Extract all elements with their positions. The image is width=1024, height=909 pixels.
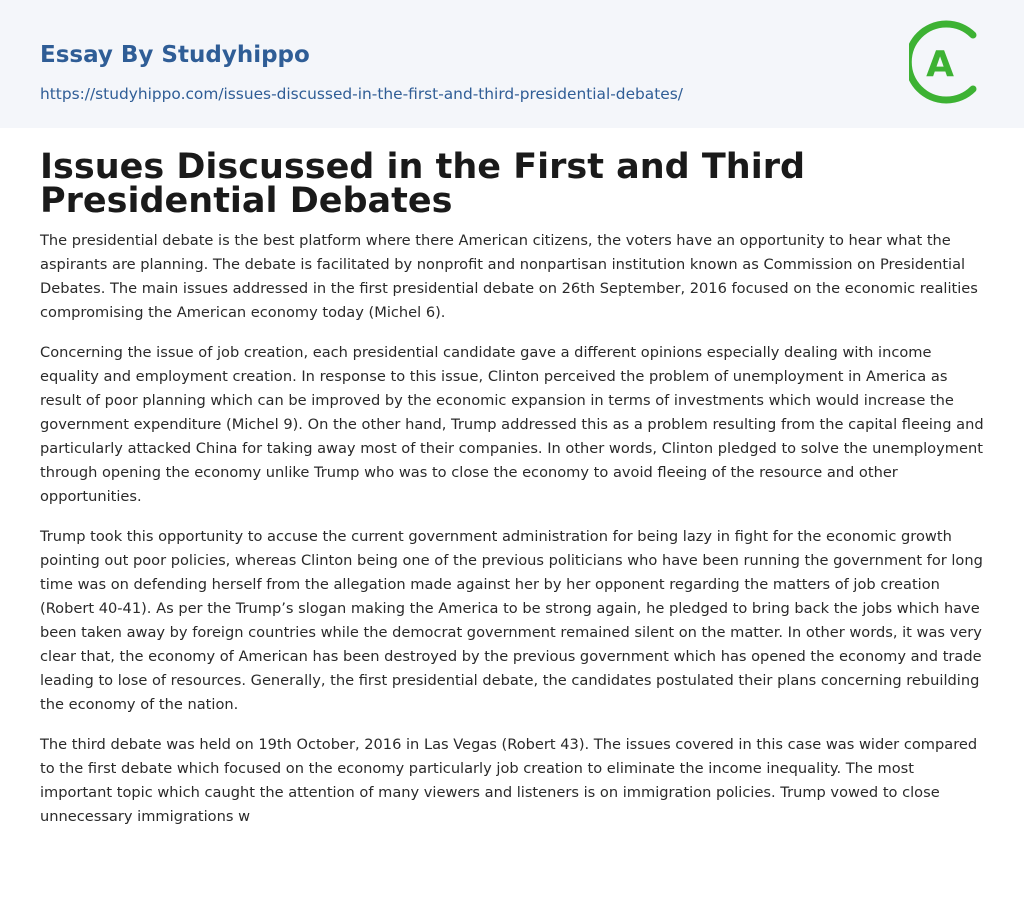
- paragraph-2: Concerning the issue of job creation, each presidential candidate gave a different opinions especially dealing with income equality and employment creation. In response to this issue, Clinton perceived the problem of unemployment in America as result of poor planning which can be improved by the economic expansion in terms of investments which would increase the government expenditure (Michel 9). On the other hand, Trump addressed this as a problem resulting from the capital fleeing and particularly attacked China for taking away most of their companies. In other words, Clinton pledged to solve the unemployment through opening the economy unlike Trump who was to close the economy to avoid fleeing of the resource and other opportunities.: [40, 344, 984, 505]
- article-title: Issues Discussed in the First and Third Presidential Debates: [40, 147, 806, 221]
- paragraph-4: The third debate was held on 19th October, 2016 in Las Vegas (Robert 43). The issues covered in this case was wider compared to the first debate which focused on the economy particularly job creation to eliminate the income inequality. The most important topic which caught the attention of many viewers and listeners is on immigration policies. Trump vowed to close unnecessary immigrations w: [40, 736, 978, 825]
- article-body: [40, 229, 988, 845]
- site-header: [0, 0, 1024, 128]
- logo-letter: A: [926, 44, 954, 85]
- paragraph-3: Trump took this opportunity to accuse the current government administration for being lazy in fight for the economic growth pointing out poor policies, whereas Clinton being one of the previous politicians who have been running the government for long time was on defending herself from the allegation made against her by her opponent regarding the matters of job creation (Robert 40-41). As per the Trump’s slogan making the America to be strong again, he pledged to bring back the jobs which have been taken away by foreign countries while the democrat government remained silent on the matter. In other words, it was very clear that, the economy of American has been destroyed by the previous government which has opened the economy and trade leading to lose of resources. Generally, the first presidential debate, the candidates postulated their plans concerning rebuilding the economy of the nation.: [40, 528, 983, 713]
- site-title[interactable]: Essay By Studyhippo: [40, 42, 310, 68]
- paragraph-1: The presidential debate is the best platform where there American citizens, the voters have an opportunity to hear what the aspirants are planning. The debate is facilitated by nonprofit and nonpartisan institution known as Commission on Presidential Debates. The main issues addressed in the first presidential debate on 26th September, 2016 focused on the economic realities compromising the American economy today (Michel 6).: [40, 232, 978, 321]
- page-url-link[interactable]: https://studyhippo.com/issues-discussed-in-the-first-and-third-presidential-debates/: [40, 85, 683, 103]
- studyhippo-logo-icon[interactable]: [909, 18, 987, 106]
